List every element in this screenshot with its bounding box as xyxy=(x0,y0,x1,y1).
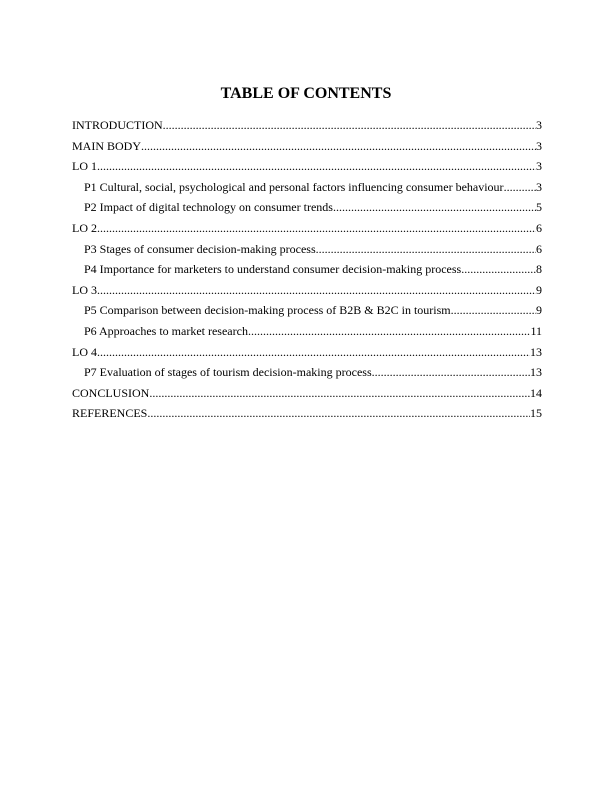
toc-dot-leader xyxy=(504,177,536,198)
toc-entry[interactable] xyxy=(72,218,542,239)
toc-entry[interactable] xyxy=(72,342,542,363)
toc-entry-label: LO 1 xyxy=(72,159,97,174)
toc-entry-page-number: 9 xyxy=(536,282,542,297)
toc-entry[interactable] xyxy=(72,156,542,177)
toc-dot-leader xyxy=(333,197,536,218)
toc-dot-leader xyxy=(372,362,530,383)
toc-entry-page-number: 11 xyxy=(530,323,542,338)
toc-entry-page-number: 3 xyxy=(536,179,542,194)
toc-entry[interactable] xyxy=(72,177,542,198)
toc-entry-page-number: 3 xyxy=(536,138,542,153)
toc-entry[interactable] xyxy=(72,239,542,260)
toc-dot-leader xyxy=(97,218,536,239)
toc-entry-label: CONCLUSION xyxy=(72,385,150,400)
toc-entry[interactable] xyxy=(72,115,542,136)
toc-entry[interactable] xyxy=(72,362,542,383)
toc-entry-page-number: 3 xyxy=(536,118,542,132)
toc-entry-label: P7 Evaluation of stages of tourism decision-making process xyxy=(84,365,372,380)
toc-entry-label: P6 Approaches to market research xyxy=(84,323,248,338)
toc-dot-leader xyxy=(141,136,536,157)
toc-dot-leader xyxy=(97,156,536,177)
toc-entry-label: LO 4 xyxy=(72,344,97,359)
toc-entry-label: P4 Importance for marketers to understand consumer decision-making process xyxy=(84,262,462,277)
toc-dot-leader xyxy=(97,280,536,301)
toc-dot-leader xyxy=(461,259,536,280)
toc-dot-leader xyxy=(316,239,536,260)
toc-entry-label: INTRODUCTION xyxy=(72,118,163,132)
toc-entry-page-number: 9 xyxy=(536,303,542,318)
toc-entry[interactable] xyxy=(72,280,542,301)
toc-title: TABLE OF CONTENTS xyxy=(220,85,392,102)
toc-entry[interactable] xyxy=(72,300,542,321)
toc-entry-label: REFERENCES xyxy=(72,406,148,421)
toc-entry-label: LO 2 xyxy=(72,220,97,235)
toc-entry-label: P1 Cultural, social, psychological and personal factors influencing consumer behaviour xyxy=(84,179,504,194)
toc-entry-label: LO 3 xyxy=(72,282,97,297)
toc-entry-label: P2 Impact of digital technology on consumer trends xyxy=(84,200,333,215)
toc-entry-page-number: 6 xyxy=(536,241,542,256)
toc-dot-leader xyxy=(451,300,536,321)
toc-entry[interactable] xyxy=(72,259,542,280)
toc-entry-page-number: 5 xyxy=(536,200,542,215)
toc-dot-leader xyxy=(147,403,530,424)
toc-entry[interactable] xyxy=(72,136,542,157)
toc-entry-label: MAIN BODY xyxy=(72,138,141,153)
toc-dot-leader xyxy=(248,321,530,342)
toc-entry-label: P5 Comparison between decision-making process of B2B & B2C in tourism xyxy=(84,303,451,318)
toc-entry[interactable] xyxy=(72,403,542,424)
toc-entry-page-number: 8 xyxy=(536,262,542,277)
toc-entry-page-number: 14 xyxy=(530,385,542,400)
toc-dot-leader xyxy=(163,115,536,136)
toc-entry-page-number: 6 xyxy=(536,220,542,235)
toc-entry-page-number: 3 xyxy=(536,159,542,174)
toc-entry-page-number: 15 xyxy=(530,406,542,421)
toc-entry-page-number: 13 xyxy=(530,365,542,380)
toc-entry-label: P3 Stages of consumer decision-making process xyxy=(84,241,316,256)
toc-entry-page-number: 13 xyxy=(530,344,542,359)
toc-dot-leader xyxy=(97,342,530,363)
toc-entry[interactable] xyxy=(72,383,542,404)
toc-entry[interactable] xyxy=(72,321,542,342)
toc-list xyxy=(72,115,542,424)
toc-entry[interactable] xyxy=(72,197,542,218)
toc-dot-leader xyxy=(149,383,530,404)
